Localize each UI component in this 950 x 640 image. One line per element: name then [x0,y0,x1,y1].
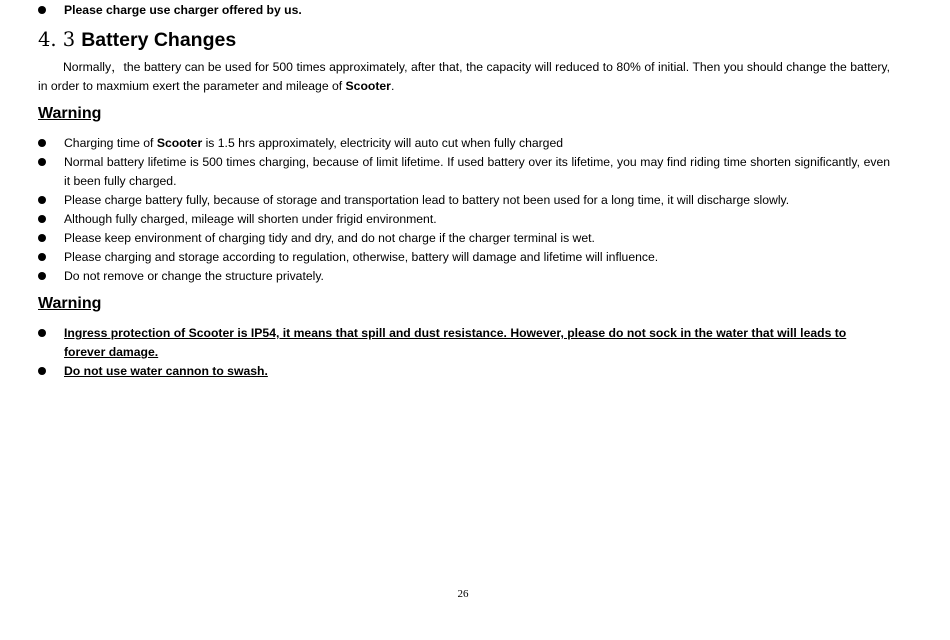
section-number: 4. 3 [38,28,76,51]
page-number: 26 [457,588,469,600]
list-item-text: Please keep environment of charging tidy and dry, and do not charge if the charger terminal is wet. [64,231,595,245]
bullet-dot-icon [38,329,46,337]
bullet-dot-icon [38,215,46,223]
bullet-dot-icon [38,158,46,166]
list-item-text: Please charging and storage according to regulation, otherwise, battery will damage and lifetime will influence. [64,250,659,264]
list-item-text: Do not remove or change the structure privately. [64,269,324,283]
bullet-dot-icon [38,139,46,147]
list-item-text: Although fully charged, mileage will shorten under frigid environment. [64,212,437,226]
paragraph-text: Normally，the battery can be used for 500 times approximately, after that, the capacity will reduced to 80% of initial. Then you should change the battery, in order to maxmium exert the parameter and mileage of [38,60,890,93]
battery-change-paragraph [38,58,890,96]
bullet-dot-icon [38,196,46,204]
charger-bullet-text: Please charge use charger offered by us. [64,3,302,17]
list-item [38,248,890,267]
bullet-dot-icon [38,234,46,242]
warning-list [38,134,890,286]
section-title: Battery Changes [81,29,237,51]
list-item [38,191,890,210]
bullet-dot-icon [38,253,46,261]
paragraph-end: . [390,79,395,93]
bullet-dot-icon [38,367,46,375]
list-item-text: Do not use water cannon to swash. [64,364,268,378]
list-item [38,267,890,286]
list-item [38,153,890,191]
list-item-text: Normal battery lifetime is 500 times charging, because of limit lifetime. If used battery over its lifetime, you may find riding time shorten significantly, even it been fully charged. [64,155,890,188]
list-item-bold: Scooter [156,136,203,150]
list-item [38,229,890,248]
warning-heading: Warning [38,295,102,312]
list-item-text: is 1.5 hrs approximately, electricity will auto cut when fully charged [202,136,564,150]
bullet-dot-icon [38,272,46,280]
section-heading [38,28,236,52]
charger-bullet [38,1,916,20]
bullet-dot-icon [38,6,46,14]
list-item [38,134,890,153]
list-item [38,362,890,381]
paragraph-bold-term: Scooter [345,79,391,93]
list-item [38,324,890,362]
warning-heading: Warning [38,105,102,122]
water-warning-list [38,324,890,381]
list-item-text: Ingress protection of Scooter is IP54, it means that spill and dust resistance. However, please do not sock in the water that will leads to forever damage. [64,326,847,359]
list-item-text: Please charge battery fully, because of storage and transportation lead to battery not been used for a long time, it will discharge slowly. [64,193,790,207]
list-item [38,210,890,229]
list-item-text: Charging time of [64,136,157,150]
